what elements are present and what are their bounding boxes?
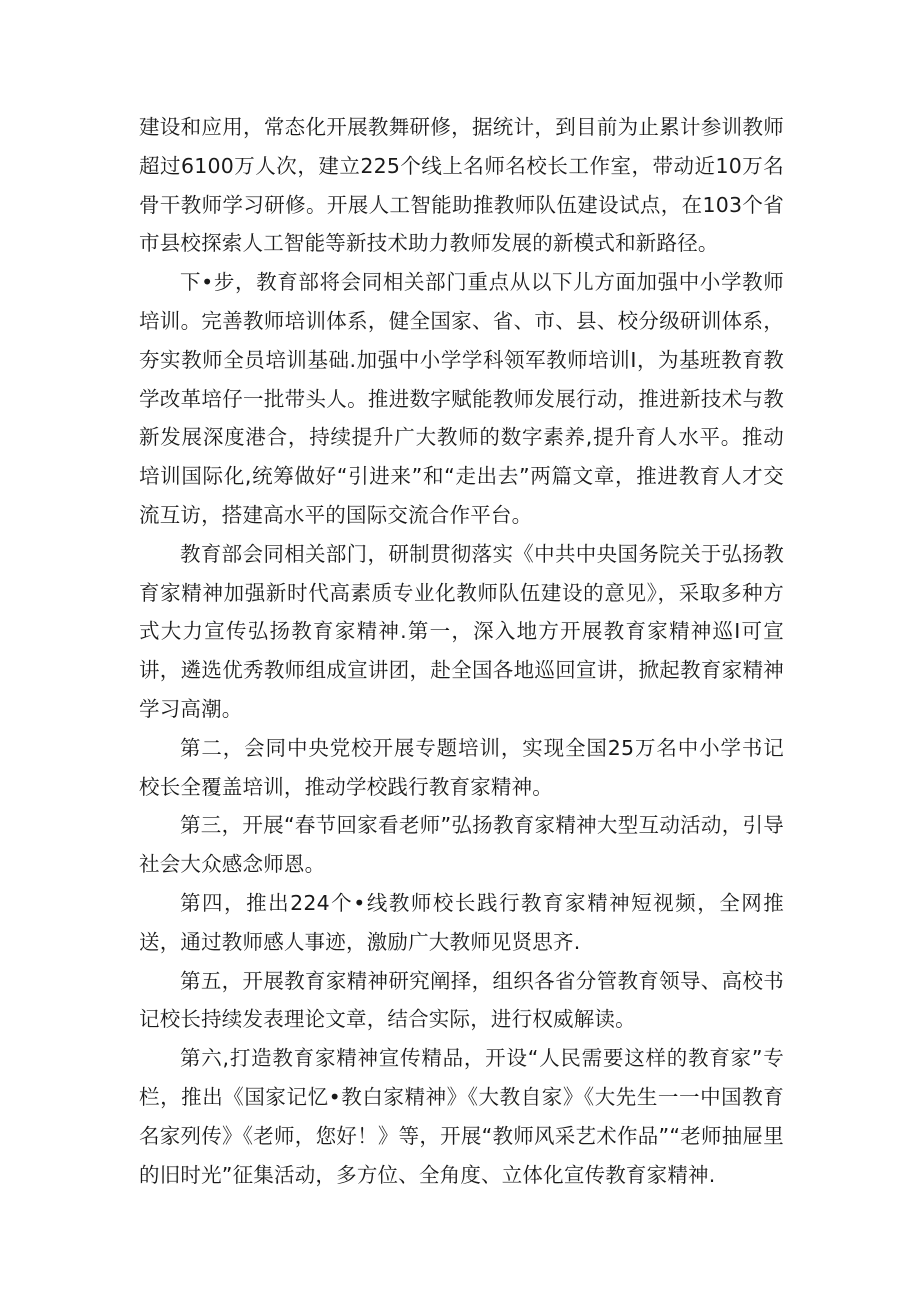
paragraph-next-steps: 下•步，教育部将会同相关部门重点从以下儿方面加强中小学教师培训。完善教师培训体系，健全国家、省、市、县、校分级研训体系，夯实教师全员培训基础.加强中小学学科领军教师培训I，为基班教育教学改革培仔一批带头人。推进数字赋能教师发展行动，推进新技术与教新发展深度港合，持续提升广大教师的数字素养,提升育人水平。推动培训国际化,统筹做好“引进来”和“走出去”两篇文章，推进教育人才交流互访，搭建高水平的国际交流合作平台。 [139, 270, 784, 527]
paragraph-continuation: 建设和应用，常态化开展教舞研修，据统计，到目前为止累计参训教师超过6100万人次，建立225个线上名师名校长工作室，带动近10万名骨干教师学习研修。开展人工智能助推教师队伍建设试点，在103个省市县校探索人工智能等新技术助力教师发展的新模式和新路径。 [139, 115, 784, 256]
paragraph-fourth: 第四，推出224个•线教师校长践行教育家精神短视频，全网推送，通过教师感人事迹，激励广大教师见贤思齐. [139, 890, 784, 954]
paragraph-second: 第二，会同中央党校开展专题培训，实现全国25万名中小学书记校长全覆盖培训，推动学校践行教育家精神。 [139, 735, 784, 799]
document-body [139, 108, 784, 1194]
paragraph-educator-spirit: 教育部会同相关部门，研制贯彻落实《中共中央国务院关于弘扬教育家精神加强新时代高素质专业化教师队伍建设的意见》，采取多种方式大力宣传弘扬教育家精神.第一，深入地方开展教育家精神巡I可宣讲，遴选优秀教师组成宣讲团，赴全国各地巡回宣讲，掀起教育家精神学习高潮。 [139, 541, 784, 721]
paragraph-fifth: 第五，开展教育家精神研究阐择，组织各省分管教育领导、高校书记校长持续发表理论文章，结合实际，进行权威解读。 [139, 968, 784, 1032]
paragraph-sixth: 第六,打造教育家精神宣传精品，开设“人民需要这样的教育家”专栏，推出《国家记忆•教白家精神》《大教自家》《大先生一一中国教育名家列传》《老师，您好！》等，开展“教师风采艺术作品”“老师抽屉里的旧时光”征集活动，多方位、全角度、立体化宣传教育家精神. [139, 1046, 784, 1187]
paragraph-third: 第三，开展“春节回家看老师”弘扬教育家精神大型互动活动，引导社会大众感念师恩。 [139, 813, 784, 877]
